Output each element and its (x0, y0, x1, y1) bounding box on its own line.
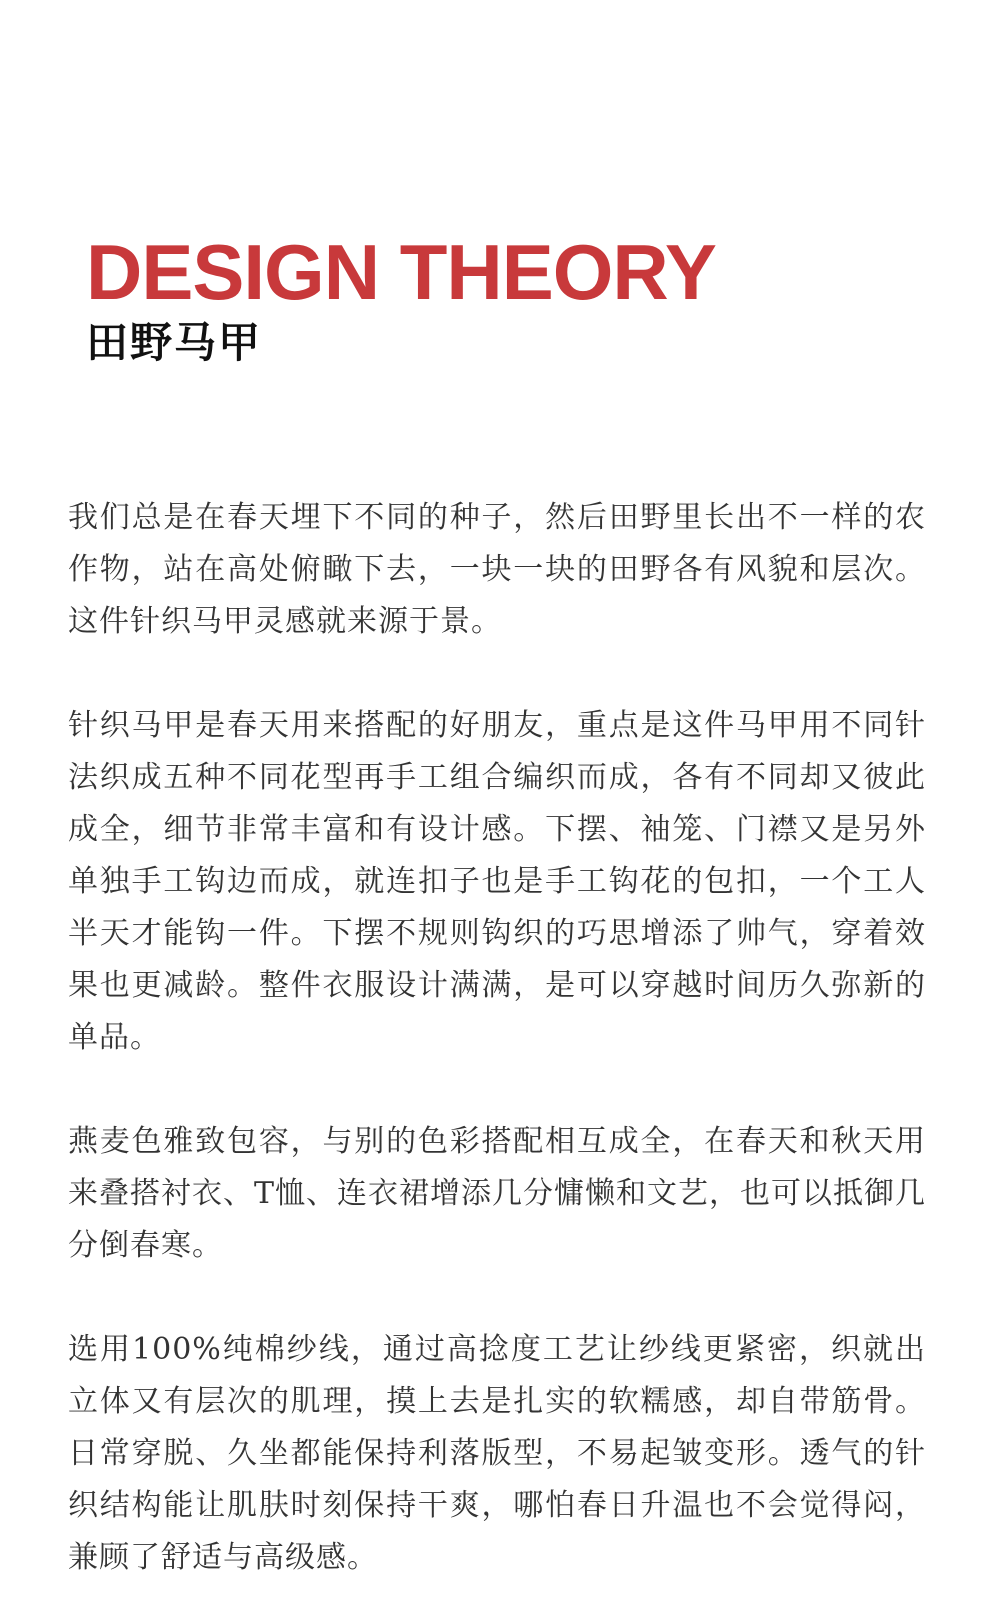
heading-block (86, 228, 716, 368)
paragraph-craftsmanship: 针织马甲是春天用来搭配的好朋友，重点是这件马甲用不同针法织成五种不同花型再手工组合编织而成，各有不同却又彼此成全，细节非常丰富和有设计感。下摆、袖笼、门襟又是另外单独手工钩边而成，就连扣子也是手工钩花的包扣，一个工人半天才能钩一件。下摆不规则钩织的巧思增添了帅气，穿着效果也更减龄。整件衣服设计满满，是可以穿越时间历久弥新的单品。 (68, 708, 926, 1055)
paragraph-material: 选用100%纯棉纱线，通过高捻度工艺让纱线更紧密，织就出立体又有层次的肌理，摸上去是扎实的软糯感，却自带筋骨。日常穿脱、久坐都能保持利落版型，不易起皱变形。透气的针织结构能让肌肤时刻保持干爽，哪怕春日升温也不会觉得闷，兼顾了舒适与高级感。 (68, 1332, 926, 1575)
title-english: DESIGN THEORY (86, 228, 716, 316)
paragraph-color: 燕麦色雅致包容，与别的色彩搭配相互成全，在春天和秋天用来叠搭衬衣、T恤、连衣裙增添几分慵懒和文艺，也可以抵御几分倒春寒。 (68, 1124, 927, 1263)
description-body (68, 492, 926, 1584)
paragraph-inspiration: 我们总是在春天埋下不同的种子，然后田野里长出不一样的农作物，站在高处俯瞰下去，一块一块的田野各有风貌和层次。这件针织马甲灵感就来源于景。 (68, 500, 926, 639)
title-chinese: 田野马甲 (86, 318, 263, 367)
